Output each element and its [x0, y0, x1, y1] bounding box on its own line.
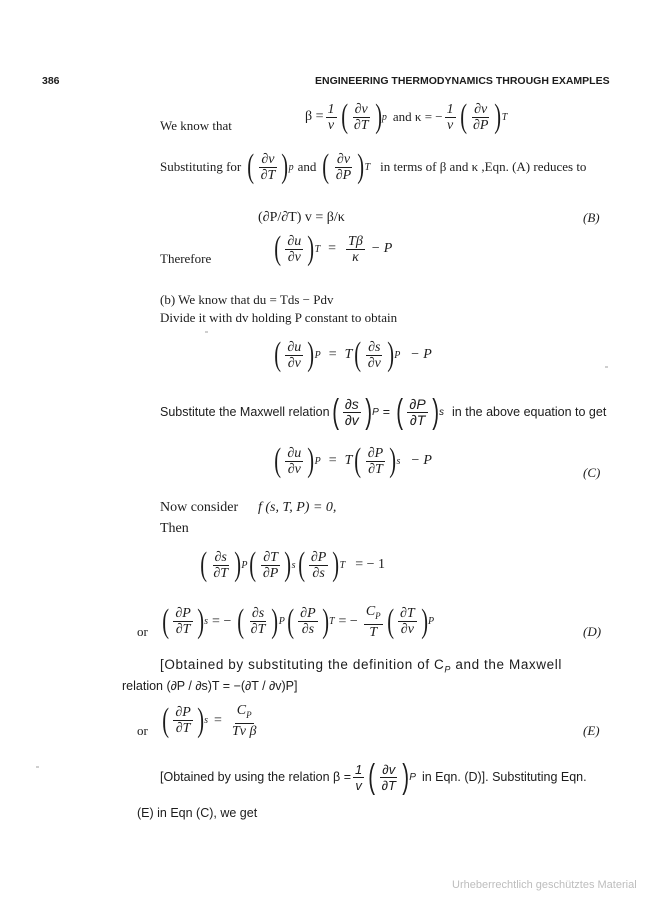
we-know-text: We know that: [160, 118, 232, 133]
equation-d: ( $\frac{\partial P}{\partial T}$ ) s = − ( $\frac{\partial s}{\partial T}$ ) P ( $\frac{\partial P}{\partial s}$ ) T = − $\frac{C_P}{T}$ ( $\frac{\partial T}{\partial v}$ ) P: [162, 602, 435, 640]
divide-text: Divide it with dv holding P constant to obtain: [160, 310, 398, 325]
equation-c: ( $\frac{\partial u}{\partial v}$ ) P = T ( $\frac{\partial P}{\partial T}$ ) s − P: [274, 442, 432, 479]
scan-speck: [605, 366, 608, 368]
obtained-note-1-line2: relation (∂P / ∂s)T = −(∂T / ∂v)P]: [122, 679, 298, 693]
or-d: or: [137, 624, 148, 639]
scan-speck: [36, 766, 39, 768]
or-e: or: [137, 723, 148, 738]
then-text: Then: [160, 521, 189, 536]
last-line: (E) in Eqn (C), we get: [137, 806, 258, 820]
obtained-note-1: [Obtained by substituting the definition of $C_P$ and the Maxwell: [160, 657, 562, 675]
page-number: 386: [42, 75, 60, 87]
watermark: Urheberrechtlich geschütztes Material: [452, 879, 637, 891]
label-b: (B): [583, 210, 600, 225]
maxwell-substitution-line: Substitute the Maxwell relation ( $\frac{\partial s}{\partial v}$ ) P = ( $\frac{\partial P}{\partial T}$ ) s in the above equation to get: [160, 393, 607, 431]
equation-b: (∂P/∂T) v = β/κ: [258, 210, 345, 225]
therefore-text: Therefore: [160, 251, 212, 266]
label-c: (C): [583, 465, 601, 480]
equation-e: ( $\frac{\partial P}{\partial T}$ ) s = $\frac{C_P}{\text{Tv β}}$: [162, 701, 257, 739]
part-b-text: (b) We know that du = Tds − Pdv: [160, 292, 334, 307]
therefore-equation: ( $\frac{\partial u}{\partial v}$ ) T = $\frac{T\beta}{\kappa}$ − P: [274, 230, 393, 267]
now-consider-text: Now consider: [160, 500, 239, 515]
substituting-line: Substituting for ( $\frac{\partial v}{\partial T}$ ) p and ( $\frac{\partial v}{\partial P}$ ) T in terms of β and κ ,Eqn. (A) reduces to: [160, 148, 587, 185]
obtained-note-2: [Obtained by using the relation β = $\frac{1}{v}$ ( $\frac{\partial v}{\partial T}$ ) P in Eqn. (D)]. Substituting Eqn.: [160, 758, 587, 796]
triple-product-rule: ( $\frac{\partial s}{\partial T}$ ) P ( $\frac{\partial T}{\partial P}$ ) s ( $\frac{\partial P}{\partial s}$ ) T = − 1: [200, 546, 386, 583]
equation-du-dv-ds: ( $\frac{\partial u}{\partial v}$ ) P = T ( $\frac{\partial s}{\partial v}$ ) P − P: [274, 336, 432, 373]
scan-speck: [205, 331, 208, 333]
function-f: f (s, T, P) = 0,: [258, 500, 337, 515]
label-e: (E): [583, 723, 600, 738]
running-title: ENGINEERING THERMODYNAMICS THROUGH EXAMPLES: [315, 75, 610, 87]
label-d: (D): [583, 624, 602, 639]
beta-kappa-definition: β = $\frac{1}{v}$ ( $\frac{\partial v}{\partial T}$ ) p and κ = − $\frac{1}{v}$ ( $\frac{\partial v}{\partial P}$ ) T: [305, 98, 508, 135]
